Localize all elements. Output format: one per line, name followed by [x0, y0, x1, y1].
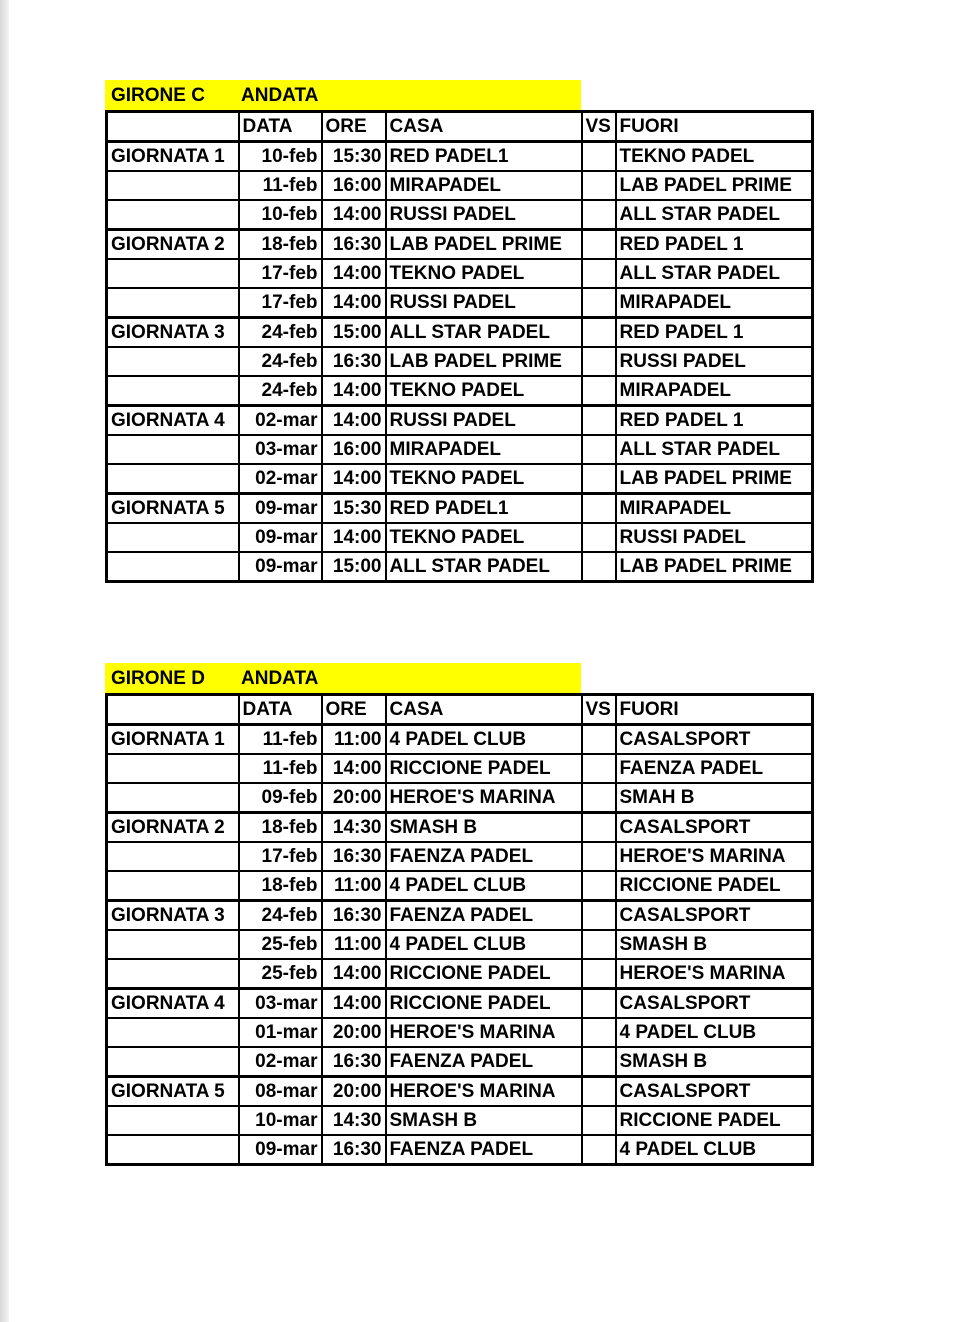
date-cell: 09-mar	[239, 494, 322, 524]
time-cell: 11:00	[322, 725, 386, 755]
round-cell	[107, 259, 239, 288]
round-cell	[107, 552, 239, 582]
home-team-cell: FAENZA PADEL	[386, 901, 582, 931]
time-cell: 16:30	[322, 1135, 386, 1165]
table-row	[107, 230, 813, 260]
home-team-cell: RUSSI PADEL	[386, 288, 582, 318]
header-date: DATA	[239, 112, 322, 142]
group-header	[105, 80, 581, 110]
home-team-cell: RED PADEL1	[386, 494, 582, 524]
home-team-cell: RICCIONE PADEL	[386, 989, 582, 1019]
vs-cell	[582, 552, 616, 582]
home-team-cell: ALL STAR PADEL	[386, 318, 582, 348]
home-team-cell: RED PADEL1	[386, 142, 582, 172]
vs-cell	[582, 901, 616, 931]
home-team-cell: 4 PADEL CLUB	[386, 871, 582, 901]
table-row	[107, 552, 813, 582]
home-team-cell: LAB PADEL PRIME	[386, 347, 582, 376]
time-cell: 15:30	[322, 494, 386, 524]
vs-cell	[582, 230, 616, 260]
date-cell: 08-mar	[239, 1077, 322, 1107]
home-team-cell: TEKNO PADEL	[386, 376, 582, 406]
group-phase: ANDATA	[241, 85, 319, 106]
away-team-cell: CASALSPORT	[616, 725, 813, 755]
page-edge-shadow	[0, 0, 9, 1322]
table-row	[107, 813, 813, 843]
home-team-cell: SMASH B	[386, 813, 582, 843]
round-cell: GIORNATA 4	[107, 406, 239, 436]
time-cell: 14:00	[322, 464, 386, 494]
table-row	[107, 494, 813, 524]
header-round	[107, 695, 239, 725]
away-team-cell: MIRAPADEL	[616, 494, 813, 524]
vs-cell	[582, 523, 616, 552]
time-cell: 15:00	[322, 318, 386, 348]
vs-cell	[582, 989, 616, 1019]
round-cell	[107, 1135, 239, 1165]
round-cell: GIORNATA 5	[107, 1077, 239, 1107]
date-cell: 25-feb	[239, 930, 322, 959]
round-cell	[107, 783, 239, 813]
away-team-cell: MIRAPADEL	[616, 376, 813, 406]
table-row	[107, 754, 813, 783]
away-team-cell: CASALSPORT	[616, 1077, 813, 1107]
round-cell	[107, 1106, 239, 1135]
vs-cell	[582, 959, 616, 989]
away-team-cell: RED PADEL 1	[616, 318, 813, 348]
date-cell: 18-feb	[239, 230, 322, 260]
away-team-cell: TEKNO PADEL	[616, 142, 813, 172]
time-cell: 16:30	[322, 347, 386, 376]
vs-cell	[582, 1047, 616, 1077]
table-row	[107, 930, 813, 959]
date-cell: 02-mar	[239, 406, 322, 436]
round-cell: GIORNATA 3	[107, 901, 239, 931]
round-cell	[107, 871, 239, 901]
date-cell: 18-feb	[239, 871, 322, 901]
away-team-cell: 4 PADEL CLUB	[616, 1135, 813, 1165]
table-row	[107, 871, 813, 901]
home-team-cell: 4 PADEL CLUB	[386, 930, 582, 959]
time-cell: 14:00	[322, 288, 386, 318]
time-cell: 16:00	[322, 171, 386, 200]
group-phase: ANDATA	[241, 668, 319, 689]
time-cell: 14:00	[322, 376, 386, 406]
time-cell: 14:00	[322, 523, 386, 552]
vs-cell	[582, 200, 616, 230]
table-row	[107, 347, 813, 376]
away-team-cell: ALL STAR PADEL	[616, 259, 813, 288]
date-cell: 25-feb	[239, 959, 322, 989]
time-cell: 15:00	[322, 552, 386, 582]
date-cell: 10-feb	[239, 142, 322, 172]
table-row	[107, 171, 813, 200]
time-cell: 14:00	[322, 406, 386, 436]
date-cell: 24-feb	[239, 901, 322, 931]
table-row	[107, 259, 813, 288]
date-cell: 17-feb	[239, 259, 322, 288]
time-cell: 14:00	[322, 259, 386, 288]
date-cell: 24-feb	[239, 347, 322, 376]
time-cell: 20:00	[322, 783, 386, 813]
table-row	[107, 1077, 813, 1107]
round-cell: GIORNATA 1	[107, 142, 239, 172]
away-team-cell: RICCIONE PADEL	[616, 1106, 813, 1135]
group-name: GIRONE D	[111, 668, 205, 689]
home-team-cell: RICCIONE PADEL	[386, 959, 582, 989]
time-cell: 14:30	[322, 1106, 386, 1135]
table-row	[107, 523, 813, 552]
vs-cell	[582, 406, 616, 436]
round-cell: GIORNATA 1	[107, 725, 239, 755]
round-cell	[107, 376, 239, 406]
date-cell: 10-mar	[239, 1106, 322, 1135]
header-away: FUORI	[616, 695, 813, 725]
round-cell: GIORNATA 3	[107, 318, 239, 348]
away-team-cell: RUSSI PADEL	[616, 523, 813, 552]
table-row	[107, 1106, 813, 1135]
vs-cell	[582, 464, 616, 494]
home-team-cell: HEROE'S MARINA	[386, 1018, 582, 1047]
away-team-cell: RUSSI PADEL	[616, 347, 813, 376]
away-team-cell: ALL STAR PADEL	[616, 200, 813, 230]
date-cell: 11-feb	[239, 725, 322, 755]
time-cell: 16:30	[322, 842, 386, 871]
table-row	[107, 1018, 813, 1047]
table-row	[107, 989, 813, 1019]
date-cell: 02-mar	[239, 464, 322, 494]
round-cell	[107, 464, 239, 494]
away-team-cell: SMAH B	[616, 783, 813, 813]
away-team-cell: FAENZA PADEL	[616, 754, 813, 783]
round-cell	[107, 1018, 239, 1047]
time-cell: 16:30	[322, 230, 386, 260]
away-team-cell: RED PADEL 1	[616, 230, 813, 260]
date-cell: 01-mar	[239, 1018, 322, 1047]
vs-cell	[582, 754, 616, 783]
vs-cell	[582, 347, 616, 376]
date-cell: 18-feb	[239, 813, 322, 843]
table-row	[107, 464, 813, 494]
time-cell: 14:00	[322, 959, 386, 989]
table-row	[107, 842, 813, 871]
header-away: FUORI	[616, 112, 813, 142]
vs-cell	[582, 813, 616, 843]
away-team-cell: RED PADEL 1	[616, 406, 813, 436]
header-home: CASA	[386, 112, 582, 142]
date-cell: 17-feb	[239, 288, 322, 318]
home-team-cell: FAENZA PADEL	[386, 1047, 582, 1077]
round-cell	[107, 930, 239, 959]
round-cell: GIORNATA 2	[107, 813, 239, 843]
table-row	[107, 318, 813, 348]
home-team-cell: FAENZA PADEL	[386, 842, 582, 871]
time-cell: 20:00	[322, 1018, 386, 1047]
header-vs: VS	[582, 695, 616, 725]
home-team-cell: ALL STAR PADEL	[386, 552, 582, 582]
table-row	[107, 1047, 813, 1077]
header-time: ORE	[322, 112, 386, 142]
home-team-cell: RUSSI PADEL	[386, 406, 582, 436]
away-team-cell: SMASH B	[616, 930, 813, 959]
table-header-row	[107, 695, 813, 725]
vs-cell	[582, 142, 616, 172]
group-name: GIRONE C	[111, 85, 205, 106]
vs-cell	[582, 288, 616, 318]
date-cell: 24-feb	[239, 376, 322, 406]
round-cell	[107, 347, 239, 376]
away-team-cell: 4 PADEL CLUB	[616, 1018, 813, 1047]
date-cell: 09-mar	[239, 1135, 322, 1165]
away-team-cell: CASALSPORT	[616, 813, 813, 843]
home-team-cell: HEROE'S MARINA	[386, 1077, 582, 1107]
vs-cell	[582, 842, 616, 871]
vs-cell	[582, 1077, 616, 1107]
time-cell: 14:00	[322, 754, 386, 783]
vs-cell	[582, 494, 616, 524]
group-d-section	[105, 663, 814, 1166]
header-date: DATA	[239, 695, 322, 725]
vs-cell	[582, 259, 616, 288]
round-cell	[107, 171, 239, 200]
away-team-cell: CASALSPORT	[616, 901, 813, 931]
vs-cell	[582, 725, 616, 755]
round-cell	[107, 842, 239, 871]
date-cell: 17-feb	[239, 842, 322, 871]
time-cell: 14:00	[322, 989, 386, 1019]
home-team-cell: HEROE'S MARINA	[386, 783, 582, 813]
table-row	[107, 200, 813, 230]
date-cell: 02-mar	[239, 1047, 322, 1077]
vs-cell	[582, 930, 616, 959]
away-team-cell: SMASH B	[616, 1047, 813, 1077]
round-cell: GIORNATA 2	[107, 230, 239, 260]
round-cell	[107, 435, 239, 464]
table-row	[107, 406, 813, 436]
time-cell: 14:00	[322, 200, 386, 230]
table-row	[107, 1135, 813, 1165]
round-cell	[107, 754, 239, 783]
date-cell: 09-mar	[239, 523, 322, 552]
date-cell: 09-mar	[239, 552, 322, 582]
date-cell: 03-mar	[239, 989, 322, 1019]
home-team-cell: MIRAPADEL	[386, 171, 582, 200]
table-row	[107, 288, 813, 318]
table-row	[107, 142, 813, 172]
time-cell: 11:00	[322, 871, 386, 901]
away-team-cell: HEROE'S MARINA	[616, 959, 813, 989]
vs-cell	[582, 1018, 616, 1047]
table-header-row	[107, 112, 813, 142]
vs-cell	[582, 318, 616, 348]
time-cell: 14:30	[322, 813, 386, 843]
table-row	[107, 959, 813, 989]
time-cell: 20:00	[322, 1077, 386, 1107]
home-team-cell: TEKNO PADEL	[386, 464, 582, 494]
vs-cell	[582, 171, 616, 200]
time-cell: 16:30	[322, 1047, 386, 1077]
away-team-cell: ALL STAR PADEL	[616, 435, 813, 464]
home-team-cell: RUSSI PADEL	[386, 200, 582, 230]
vs-cell	[582, 1135, 616, 1165]
vs-cell	[582, 1106, 616, 1135]
group-c-section	[105, 80, 814, 583]
table-row	[107, 376, 813, 406]
header-home: CASA	[386, 695, 582, 725]
schedule-table	[105, 693, 814, 1166]
date-cell: 11-feb	[239, 171, 322, 200]
table-row	[107, 783, 813, 813]
date-cell: 24-feb	[239, 318, 322, 348]
header-time: ORE	[322, 695, 386, 725]
away-team-cell: LAB PADEL PRIME	[616, 464, 813, 494]
away-team-cell: CASALSPORT	[616, 989, 813, 1019]
away-team-cell: LAB PADEL PRIME	[616, 171, 813, 200]
round-cell	[107, 1047, 239, 1077]
vs-cell	[582, 783, 616, 813]
date-cell: 09-feb	[239, 783, 322, 813]
header-round	[107, 112, 239, 142]
round-cell	[107, 200, 239, 230]
round-cell: GIORNATA 4	[107, 989, 239, 1019]
date-cell: 10-feb	[239, 200, 322, 230]
home-team-cell: 4 PADEL CLUB	[386, 725, 582, 755]
away-team-cell: RICCIONE PADEL	[616, 871, 813, 901]
date-cell: 03-mar	[239, 435, 322, 464]
vs-cell	[582, 871, 616, 901]
round-cell	[107, 523, 239, 552]
away-team-cell: MIRAPADEL	[616, 288, 813, 318]
round-cell	[107, 959, 239, 989]
round-cell	[107, 288, 239, 318]
home-team-cell: SMASH B	[386, 1106, 582, 1135]
home-team-cell: TEKNO PADEL	[386, 259, 582, 288]
header-vs: VS	[582, 112, 616, 142]
home-team-cell: RICCIONE PADEL	[386, 754, 582, 783]
away-team-cell: HEROE'S MARINA	[616, 842, 813, 871]
table-row	[107, 725, 813, 755]
home-team-cell: FAENZA PADEL	[386, 1135, 582, 1165]
time-cell: 11:00	[322, 930, 386, 959]
home-team-cell: TEKNO PADEL	[386, 523, 582, 552]
vs-cell	[582, 376, 616, 406]
vs-cell	[582, 435, 616, 464]
group-header	[105, 663, 581, 693]
home-team-cell: MIRAPADEL	[386, 435, 582, 464]
round-cell: GIORNATA 5	[107, 494, 239, 524]
date-cell: 11-feb	[239, 754, 322, 783]
time-cell: 16:00	[322, 435, 386, 464]
home-team-cell: LAB PADEL PRIME	[386, 230, 582, 260]
away-team-cell: LAB PADEL PRIME	[616, 552, 813, 582]
time-cell: 15:30	[322, 142, 386, 172]
table-row	[107, 435, 813, 464]
schedule-table	[105, 110, 814, 583]
table-row	[107, 901, 813, 931]
time-cell: 16:30	[322, 901, 386, 931]
